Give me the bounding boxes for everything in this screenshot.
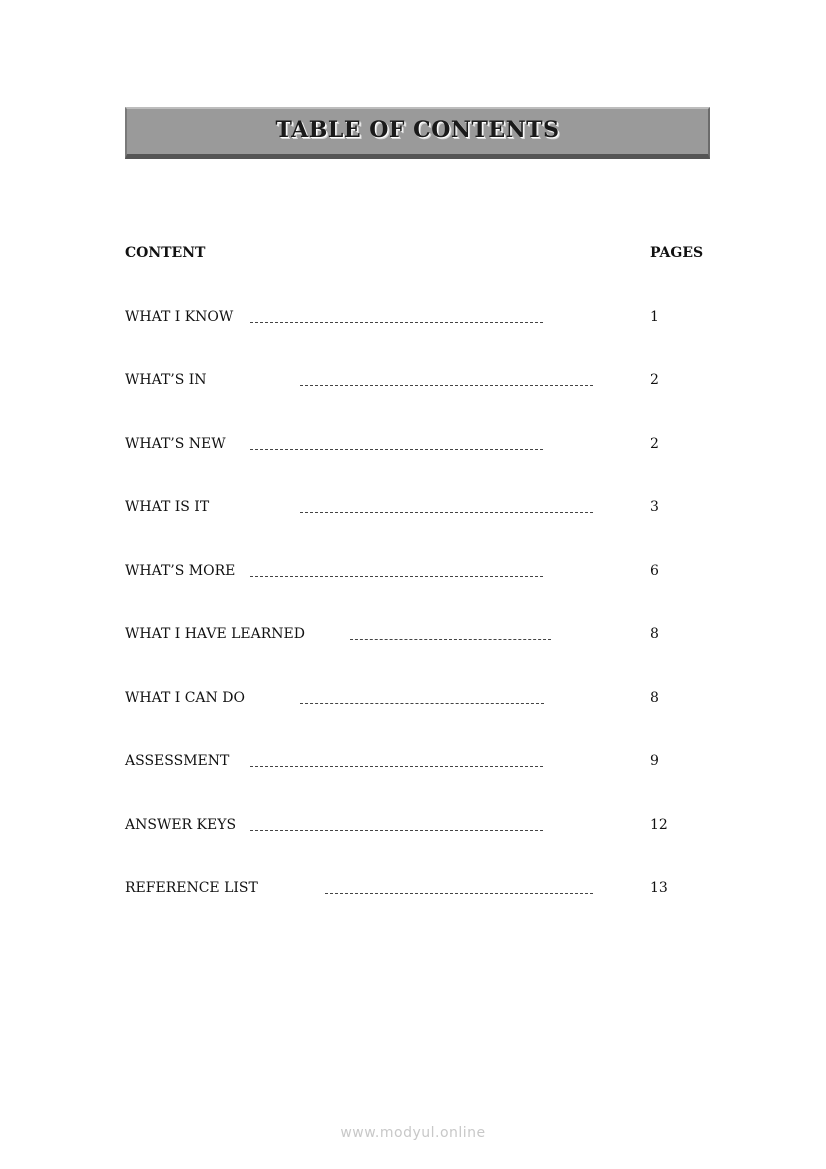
toc-entry-whats-in: [125, 372, 710, 392]
toc-entry-assessment: [125, 753, 710, 773]
toc-entry-page: 9: [650, 753, 659, 769]
toc-entry-label: WHAT I HAVE LEARNED: [125, 626, 305, 642]
dotted-leader: [250, 756, 543, 767]
dotted-leader: [250, 312, 543, 323]
toc-entry-label: REFERENCE LIST: [125, 880, 258, 896]
dotted-leader: [350, 629, 551, 640]
toc-entry-page: 1: [650, 309, 659, 325]
toc-entry-label: WHAT IS IT: [125, 499, 210, 515]
toc-header-row: [125, 245, 710, 265]
toc-entry-label: WHAT’S MORE: [125, 563, 236, 579]
toc-entry-answer-keys: [125, 817, 710, 837]
toc-entry-page: 8: [650, 626, 659, 642]
toc-entry-page: 3: [650, 499, 659, 515]
watermark: www.modyul.online: [340, 1125, 486, 1141]
toc-entry-page: 2: [650, 436, 659, 452]
toc-entry-label: WHAT I CAN DO: [125, 690, 245, 706]
dotted-leader: [250, 566, 543, 577]
toc-entry-what-is-it: [125, 499, 710, 519]
pages-column-header: PAGES: [650, 245, 704, 261]
toc-entry-page: 2: [650, 372, 659, 388]
dotted-leader: [250, 820, 543, 831]
toc-entry-whats-more: [125, 563, 710, 583]
content-column-header: CONTENT: [125, 245, 206, 261]
toc-entry-what-i-know: [125, 309, 710, 329]
dotted-leader: [250, 439, 543, 450]
toc-entry-label: ASSESSMENT: [125, 753, 230, 769]
dotted-leader: [300, 502, 593, 513]
dotted-leader: [300, 375, 593, 386]
toc-entry-page: 6: [650, 563, 659, 579]
toc-entry-page: 12: [650, 817, 668, 833]
toc-entry-page: 13: [650, 880, 668, 896]
toc-entry-page: 8: [650, 690, 659, 706]
dotted-leader: [325, 883, 593, 894]
toc-entry-what-i-can-do: [125, 690, 710, 710]
toc-entry-what-i-have-learned: [125, 626, 710, 646]
toc-entry-whats-new: [125, 436, 710, 456]
dotted-leader: [300, 693, 544, 704]
toc-entry-label: WHAT’S IN: [125, 372, 207, 388]
toc-entry-reference-list: [125, 880, 710, 900]
toc-entry-label: WHAT I KNOW: [125, 309, 234, 325]
title-banner: [125, 107, 710, 159]
page-title: TABLE OF CONTENTS: [275, 116, 560, 143]
toc-entry-label: WHAT’S NEW: [125, 436, 226, 452]
toc-entry-label: ANSWER KEYS: [125, 817, 237, 833]
